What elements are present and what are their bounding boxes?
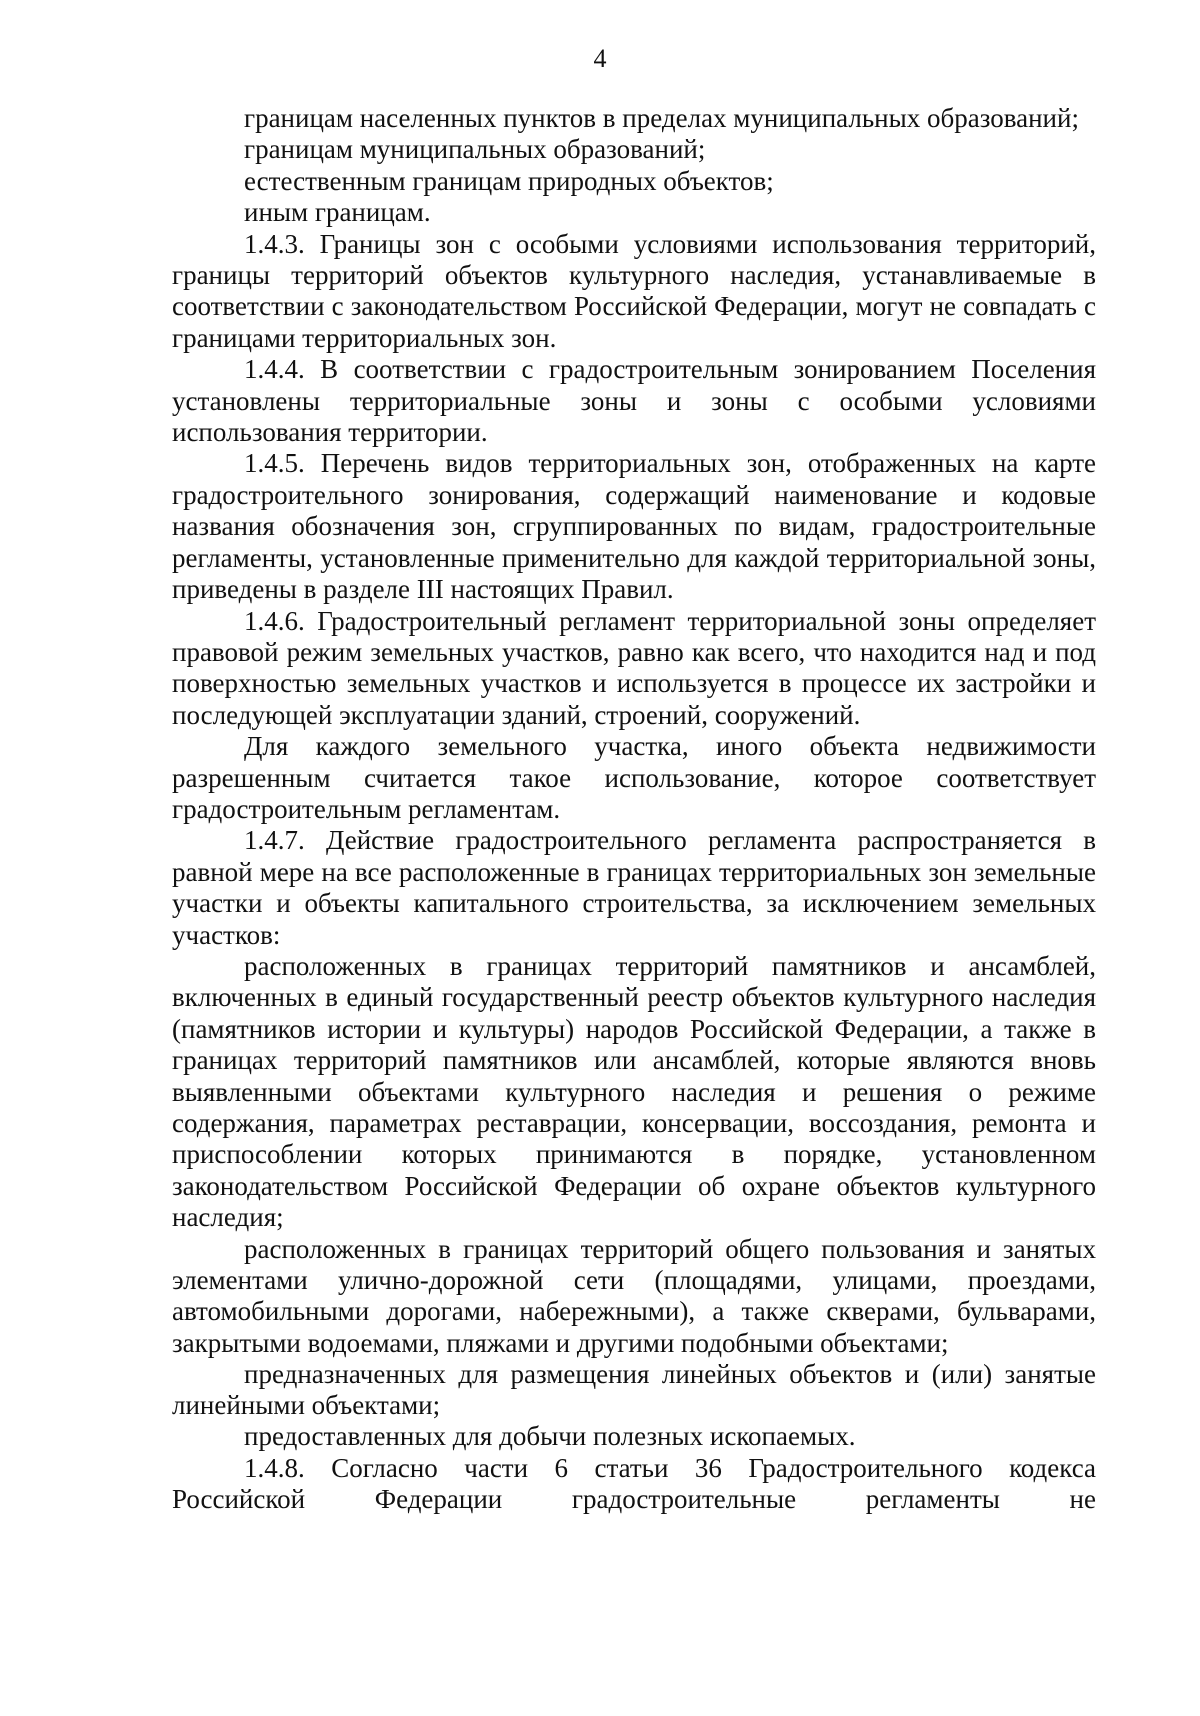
paragraph-1-4-6: 1.4.6. Градостроительный регламент территориальной зоны определяет правовой режим земельных участков, равно как всего, что находится над и под поверхностью земельных участков и используется в процессе их застройки и последующей эксплуатации зданий, строений, сооружений. <box>172 605 1096 730</box>
paragraph-1-4-4: 1.4.4. В соответствии с градостроительным зонированием Поселения установлены территориальные зоны и зоны с особыми условиями использования территории. <box>172 354 1096 448</box>
paragraph-exception-heritage: расположенных в границах территорий памятников и ансамблей, включенных в единый государственный реестр объектов культурного наследия (памятников истории и культуры) народов Российской Федерации, а также в границах территорий памятников или ансамблей, которые являются вновь выявленными объектами культурного наследия и решения о режиме содержания, параметрах реставрации, консервации, воссоздания, ремонта и приспособлении которых принимаются в порядке, установленном законодательством Российской Федерации об охране объектов культурного наследия; <box>172 950 1096 1233</box>
document-body <box>172 103 1096 1515</box>
paragraph-boundaries-municipal: границам муниципальных образований; <box>244 134 706 165</box>
paragraph-exception-linear-objects: предназначенных для размещения линейных объектов и (или) занятые линейными объектами; <box>172 1359 1096 1421</box>
paragraph-1-4-8: 1.4.8. Согласно части 6 статьи 36 Градостроительного кодекса Российской Федерации градостроительные регламенты не <box>172 1452 1096 1515</box>
paragraph-1-4-3: 1.4.3. Границы зон с особыми условиями использования территорий, границы территорий объектов культурного наследия, устанавливаемые в соответствии с законодательством Российской Федерации, могут не совпадать с границами территориальных зон. <box>172 228 1096 353</box>
paragraph-boundaries-other: иным границам. <box>244 197 431 228</box>
paragraph-exception-mining: предоставленных для добычи полезных ископаемых. <box>244 1421 856 1452</box>
paragraph-permitted-use: Для каждого земельного участка, иного объекта недвижимости разрешенным считается такое использование, которое соответствует градостроительным регламентам. <box>172 731 1096 824</box>
paragraph-1-4-5: 1.4.5. Перечень видов территориальных зон, отображенных на карте градостроительного зонирования, содержащий наименование и кодовые названия обозначения зон, сгруппированных по видам, градостроительные регламенты, установленные применительно для каждой территориальной зоны, приведены в разделе III настоящих Правил. <box>172 448 1096 605</box>
page-number: 4 <box>593 44 607 73</box>
paragraph-1-4-7: 1.4.7. Действие градостроительного регламента распространяется в равной мере на все расположенные в границах территориальных зон земельные участки и объекты капитального строительства, за исключением земельных участков: <box>172 825 1096 950</box>
paragraph-boundaries-natural: естественным границам природных объектов; <box>244 165 774 196</box>
paragraph-exception-public-use: расположенных в границах территорий общего пользования и занятых элементами улично-дорожной сети (площадями, улицами, проездами, автомобильными дорогами, набережными), а также скверами, бульварами, закрытыми водоемами, пляжами и другими подобными объектами; <box>172 1233 1096 1358</box>
paragraph-boundaries-settlements: границам населенных пунктов в пределах муниципальных образований; <box>244 103 1079 133</box>
